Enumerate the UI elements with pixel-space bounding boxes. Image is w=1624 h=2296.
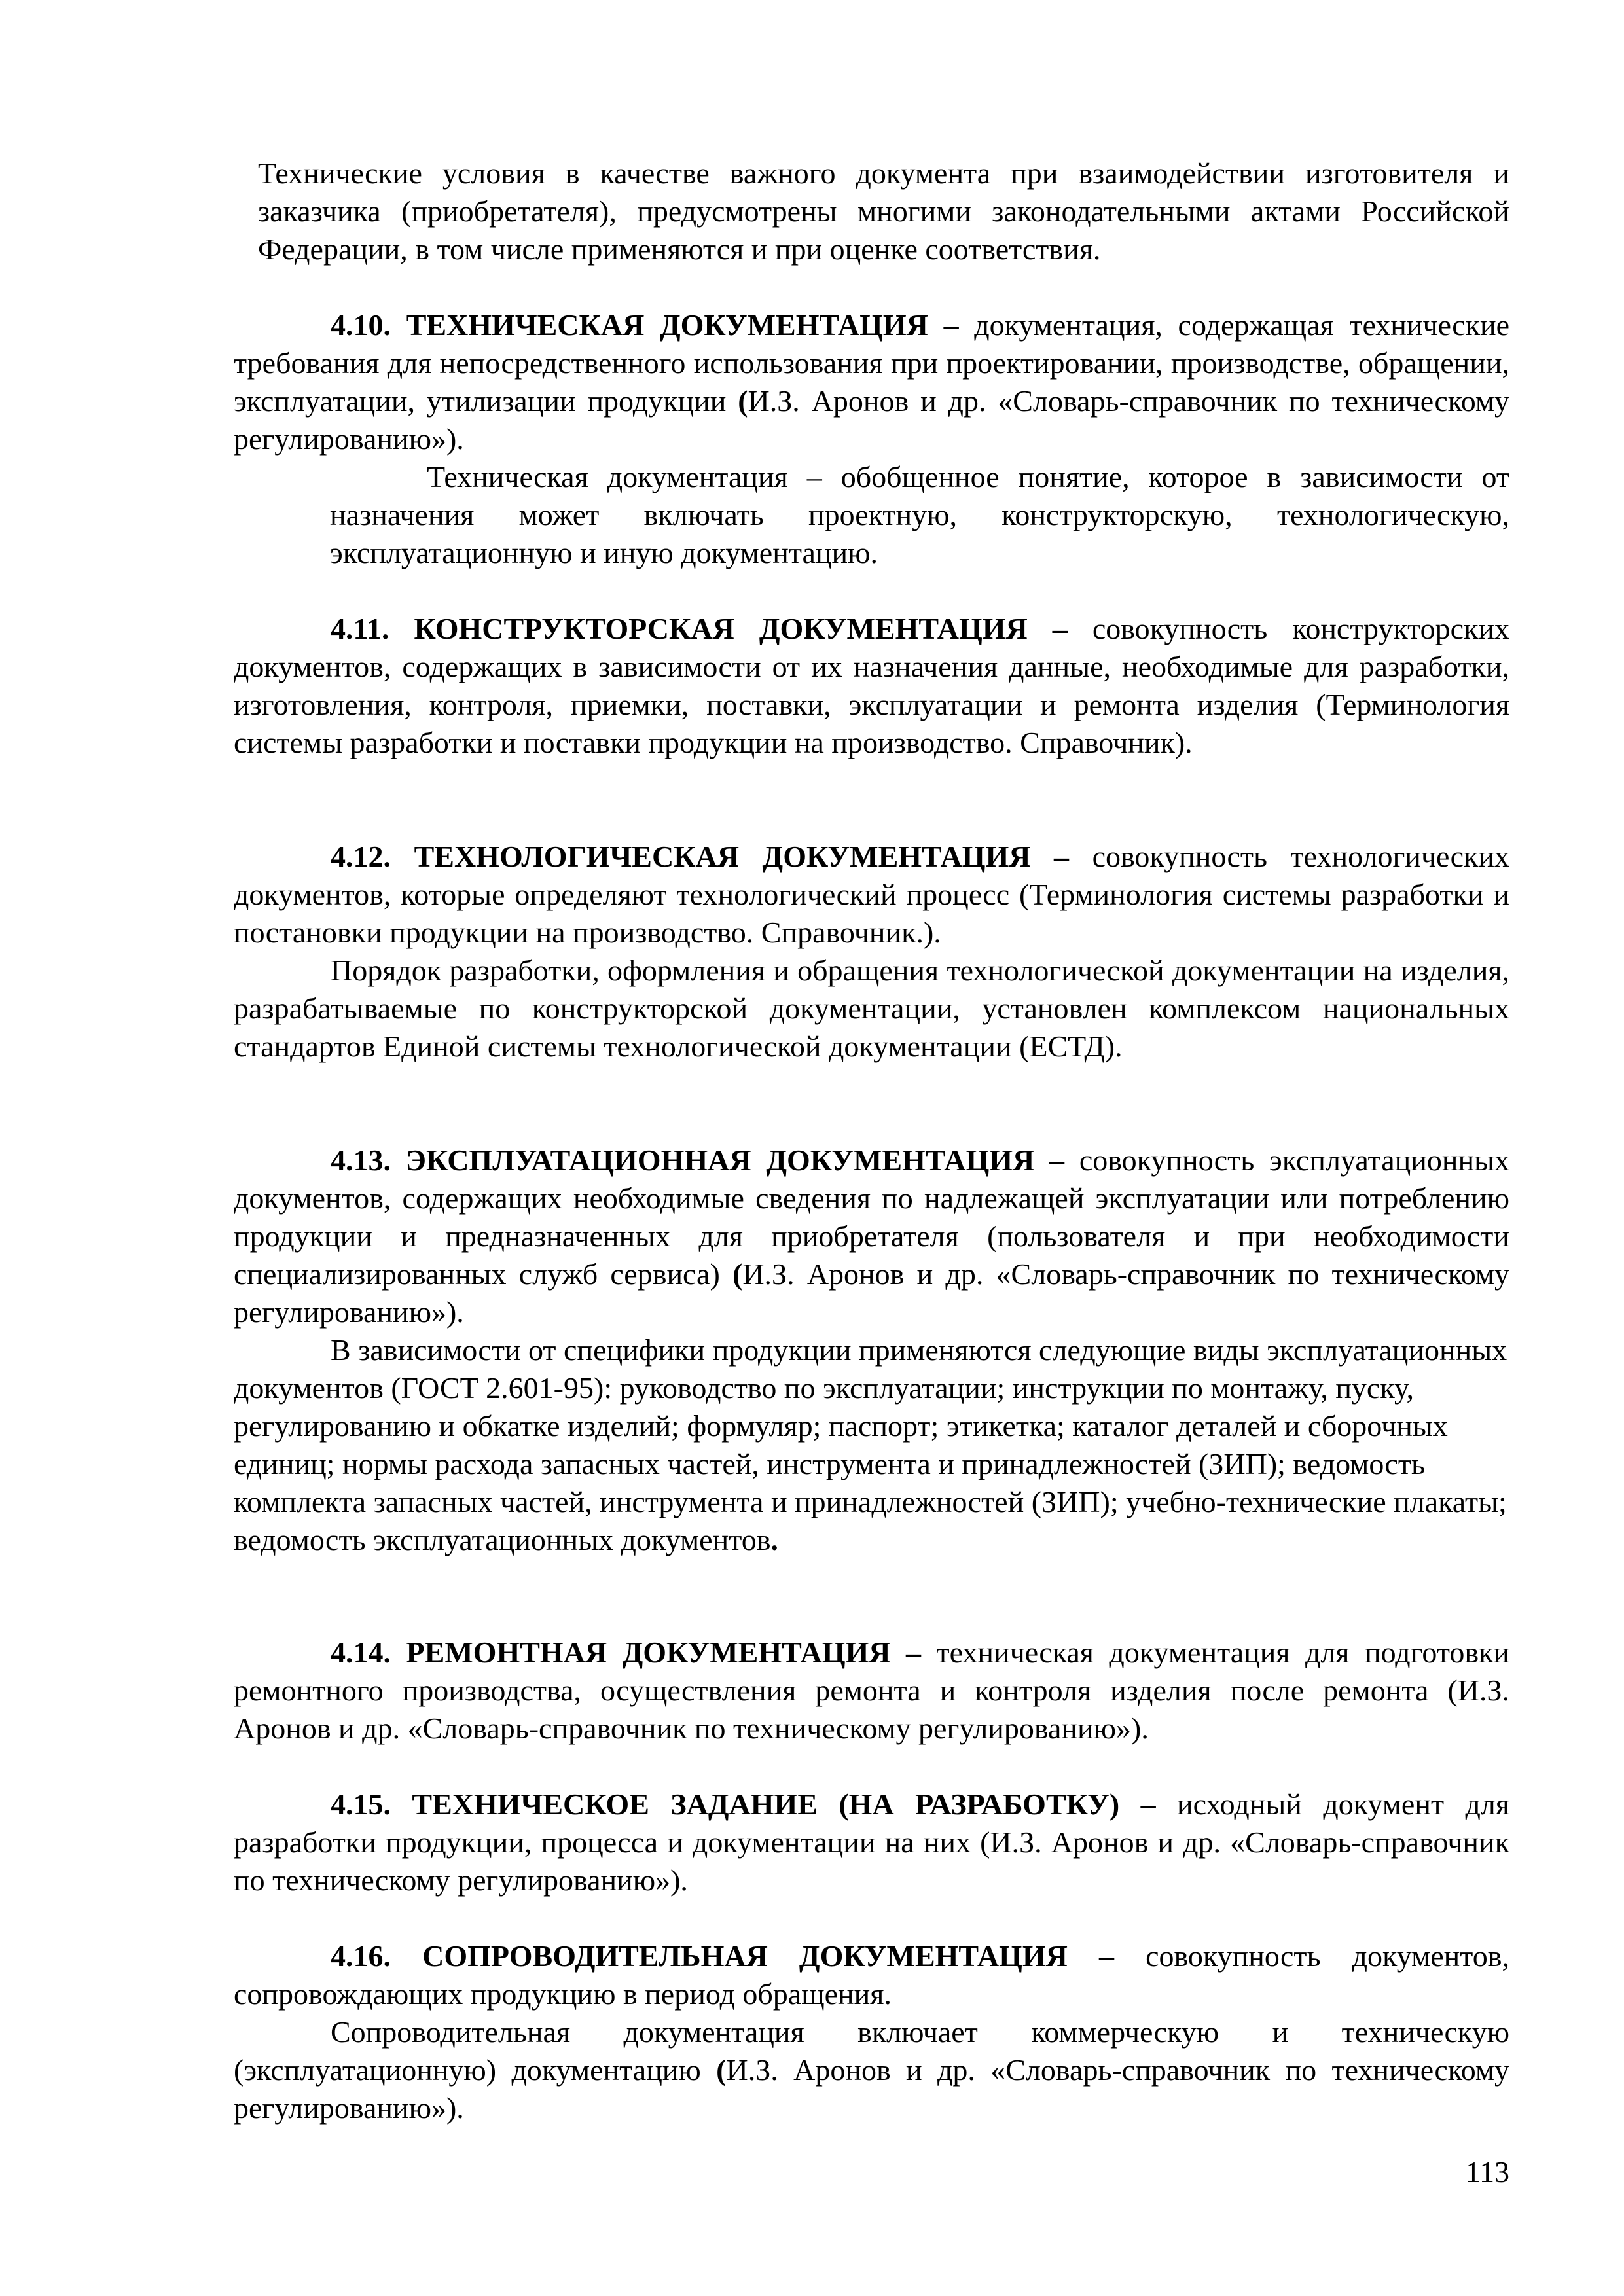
bold-parenthesis: ( [716, 2053, 727, 2087]
note-end: . [770, 1523, 778, 1556]
section-number: 4.12. [331, 840, 391, 873]
source-reference: И.З. Аронов и др. «Словарь-справочник по техническому регулированию»). [234, 2053, 1509, 2125]
section-4-11 [234, 610, 1509, 762]
intro-paragraph: Технические условия в качестве важного документа при взаимодействии изготовителя и заказчика (приобретателя), предусмотрены многими законодательными актами Российской Федерации, в том числе применяются и при оценке соответствия. [258, 156, 1509, 266]
section-4-10 [234, 306, 1509, 458]
source-reference: И.З. Аронов и др. «Словарь-справочник по техническому регулированию»). [234, 1257, 1509, 1329]
section-number: 4.11. [331, 612, 389, 645]
definition-text: совокупность документов, сопровождающих продукцию в период обращения. [234, 1939, 1509, 2011]
section-4-16 [234, 1937, 1509, 2127]
term-heading: ЭКСПЛУАТАЦИОННАЯ ДОКУМЕНТАЦИЯ [405, 1143, 1035, 1177]
bold-parenthesis: ( [732, 1257, 743, 1291]
note-paragraph [234, 2013, 1509, 2127]
definition-text: документация, содержащая технические требования для непосредственного использования при проектировании, производстве, обращении, эксплуатации, утилизации продукции [234, 308, 1509, 418]
definition-paragraph [234, 1141, 1509, 1331]
section-4-14 [234, 1634, 1509, 1748]
definition-paragraph [234, 838, 1509, 952]
note-paragraph: Порядок разработки, оформления и обращения технологической документации на изделия, разрабатываемые по конструкторской документации, установлен комплексом национальных стандартов Единой системы технологической документации (ЕСТД). [234, 954, 1509, 1063]
note-paragraph: Техническая документация – обобщенное понятие, которое в зависимости от назначения может включать проектную, конструкторскую, технологическую, эксплуатационную и иную документацию. [330, 460, 1509, 569]
term-dash: – [1027, 612, 1092, 645]
note-text: В зависимости от специфики продукции применяются следующие виды эксплуатационных документов (ГОСТ 2.601-95): руководство по эксплуатации; инструкции по монтажу, пуску, регулированию и обкатке изделий; формуляр; паспорт; этикетка; каталог деталей и сборочных единиц; нормы расхода запасных частей, инструмента и принадлежностей (ЗИП); ведомость комплекта запасных частей, инструмента и принадлежностей (ЗИП); учебно-технические плакаты; ведомость эксплуатационных документов [234, 1333, 1507, 1556]
term-dash: – [890, 1636, 937, 1669]
section-4-12 [234, 838, 1509, 1066]
definition-text: исходный документ для разработки продукции, процесса и документации на них (И.З. Аронов и др. «Словарь-справочник по техническому регулированию»). [234, 1787, 1509, 1897]
term-heading: ТЕХНИЧЕСКАЯ ДОКУМЕНТАЦИЯ [406, 308, 928, 342]
source-reference: И.З. Аронов и др. «Словарь-справочник по техническому регулированию»). [234, 384, 1509, 456]
term-dash: – [1067, 1939, 1146, 1973]
definition-paragraph [234, 306, 1509, 458]
definition-paragraph [234, 1937, 1509, 2013]
section-4-13 [234, 1141, 1509, 1559]
section-number: 4.14. [331, 1636, 391, 1669]
definition-paragraph [234, 1634, 1509, 1748]
section-4-15 [234, 1785, 1509, 1899]
term-dash: – [928, 308, 975, 342]
term-dash: – [1119, 1787, 1177, 1821]
term-dash: – [1030, 840, 1092, 873]
definition-text: совокупность конструкторских документов, содержащих в зависимости от их назначения данные, необходимые для разработки, изготовления, контроля, приемки, поставки, эксплуатации и ремонта изделия (Терминология системы разработки и поставки продукции на производство. Справочник). [234, 612, 1510, 759]
section-number: 4.10. [331, 308, 391, 342]
section-number: 4.16. [331, 1939, 391, 1973]
note-paragraph [234, 1331, 1509, 1559]
definition-paragraph [234, 610, 1509, 762]
section-number: 4.13. [331, 1143, 391, 1177]
bold-parenthesis: ( [738, 384, 748, 418]
intro-block [258, 154, 1509, 268]
term-heading: СОПРОВОДИТЕЛЬНАЯ ДОКУМЕНТАЦИЯ [422, 1939, 1068, 1973]
section-4-10-note [330, 458, 1509, 572]
term-heading: РЕМОНТНАЯ ДОКУМЕНТАЦИЯ [406, 1636, 891, 1669]
term-heading: ТЕХНОЛОГИЧЕСКАЯ ДОКУМЕНТАЦИЯ [414, 840, 1031, 873]
definition-text: совокупность эксплуатационных документов, содержащих необходимые сведения по надлежащей эксплуатации или потреблению продукции и предназначенных для приобретателя (пользователя и при необходимости специализированных служб сервиса) [234, 1143, 1509, 1291]
term-dash: – [1034, 1143, 1079, 1177]
note-text: Сопроводительная документация включает коммерческую и техническую (эксплуатационную) документацию [234, 2015, 1509, 2087]
section-number: 4.15. [331, 1787, 391, 1821]
term-heading: КОНСТРУКТОРСКАЯ ДОКУМЕНТАЦИЯ [414, 612, 1028, 645]
definition-text: совокупность технологических документов, которые определяют технологический процесс (Терминология системы разработки и постановки продукции на производство. Справочник.). [234, 840, 1510, 949]
definition-paragraph [234, 1785, 1509, 1899]
page-number: 113 [1465, 2155, 1509, 2189]
term-heading: ТЕХНИЧЕСКОЕ ЗАДАНИЕ (НА РАЗРАБОТКУ) [412, 1787, 1120, 1821]
definition-text: техническая документация для подготовки ремонтного производства, осуществления ремонта и контроля изделия после ремонта (И.З. Аронов и др. «Словарь-справочник по техническому регулированию»). [234, 1636, 1510, 1745]
